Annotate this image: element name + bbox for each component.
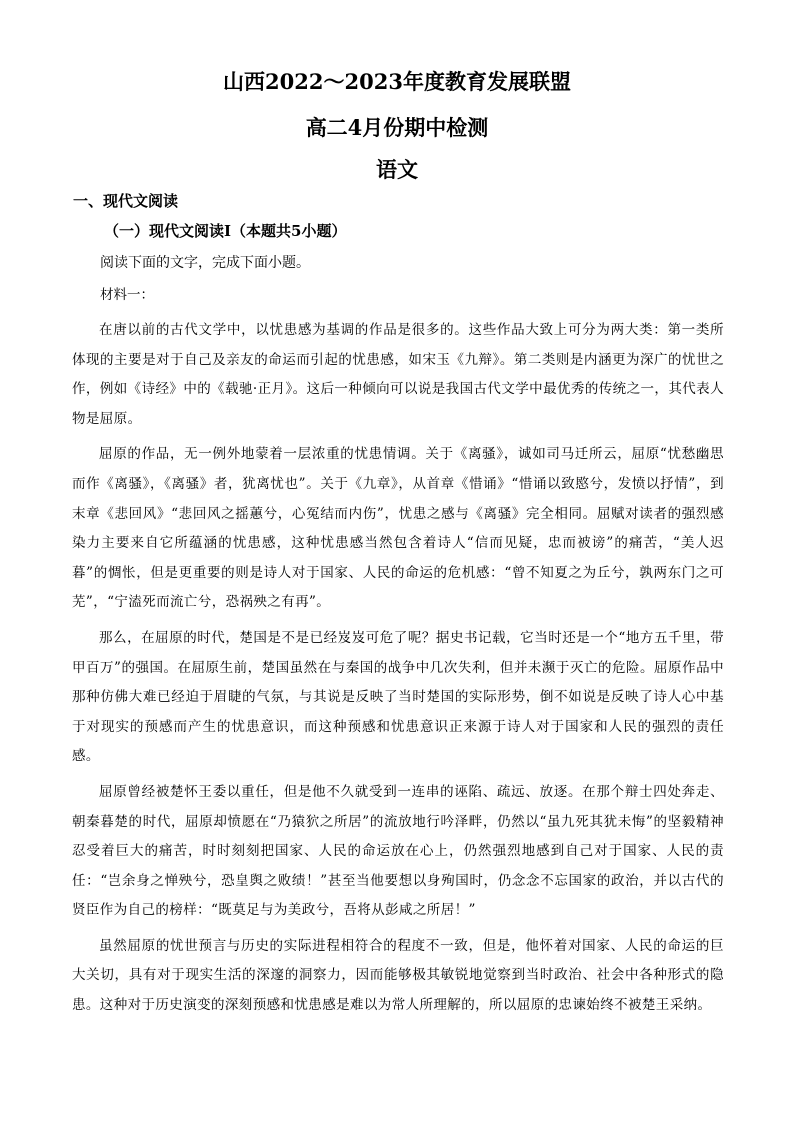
subsection-heading: （一）现代文阅读Ⅰ（本题共5小题） — [104, 222, 347, 240]
material-label: 材料一： — [100, 287, 154, 303]
paragraph: 屈原曾经被楚怀王委以重任，但是他不久就受到一连串的诬陷、疏远、放逐。在那个辩士四处奔走、朝秦暮楚的时代，屈原却愤愿在“乃猿狖之所居”的流放地行吟泽畔，仍然以“虽九死其犹未悔”的坚毅精神忍受着巨大的痛苦，时时刻刻把国家、人民的命运放在心上，仍然强烈地感到自己对于国家、人民的责任：“岂余身之惮殃兮，恐皇舆之败绩！”甚至当他要想以身殉国时，仍念念不忘国家的政治，并以古代的贤臣作为自己的榜样：“既莫足与为美政兮，吾将从彭咸之所居！” — [72, 783, 724, 919]
paragraph: 虽然屈原的忧世预言与历史的实际进程相符合的程度不一致，但是，他怀着对国家、人民的命运的巨大关切，具有对于现实生活的深邃的洞察力，因而能够极其敏锐地觉察到当时政治、社会中各种形式的隐患。这种对于历史演变的深刻预感和忧患感是难以为常人所理解的，所以屈原的忠谏始终不被楚王采纳。 — [72, 937, 724, 1014]
exam-title-subject: 语文 — [376, 157, 418, 182]
exam-title-test: 高二4月份期中检测 — [305, 115, 489, 140]
paragraph: 那么，在屈原的时代，楚国是不是已经岌岌可危了呢？据史书记载，它当时还是一个“地方五千里，带甲百万”的强国。在屈原生前，楚国虽然在与秦国的战争中几次失利，但并未濒于灭亡的危险。屈原作品中那种仿佛大难已经迫于眉睫的气氛，与其说是反映了当时楚国的实际形势，倒不如说是反映了诗人心中基于对现实的预感而产生的忧患意识，而这种预感和忧患意识正来源于诗人对于国家和人民的强烈的责任感。 — [72, 629, 724, 765]
section-heading: 一、现代文阅读 — [73, 192, 179, 210]
paragraph: 屈原的作品，无一例外地蒙着一层浓重的忧患情调。关于《离骚》，诚如司马迁所云，屈原“忧愁幽思而作《离骚》，《离骚》者，犹离忧也”。关于《九章》，从首章《惜诵》“惜诵以致愍兮，发愤以抒情”，到末章《悲回风》“悲回风之摇蕙兮，心冤结而内伤”，忧患之感与《离骚》完全相同。屈赋对读者的强烈感染力主要来自它所蕴涵的忧患感，这种忧患感当然包含着诗人“信而见疑，忠而被谤”的痛苦，“美人迟暮”的惆怅，但是更重要的则是诗人对于国家、人民的命运的危机感：“曾不知夏之为丘兮，孰两东门之可芜”，“宁溘死而流亡兮，恐祸殃之有再”。 — [72, 446, 724, 611]
paragraph: 在唐以前的古代文学中，以忧患感为基调的作品是很多的。这些作品大致上可分为两大类：第一类所体现的主要是对于自己及亲友的命运而引起的忧患感，如宋玉《九辩》。第二类则是内涵更为深广的忧世之作，例如《诗经》中的《载驰·正月》。这后一种倾向可以说是我国古代文学中最优秀的传统之一，其代表人物是屈原。 — [72, 322, 724, 427]
exam-title-alliance: 山西2022～2023年度教育发展联盟 — [223, 69, 571, 94]
material-body — [72, 316, 724, 1027]
reading-instruction: 阅读下面的文字，完成下面小题。 — [100, 255, 310, 271]
